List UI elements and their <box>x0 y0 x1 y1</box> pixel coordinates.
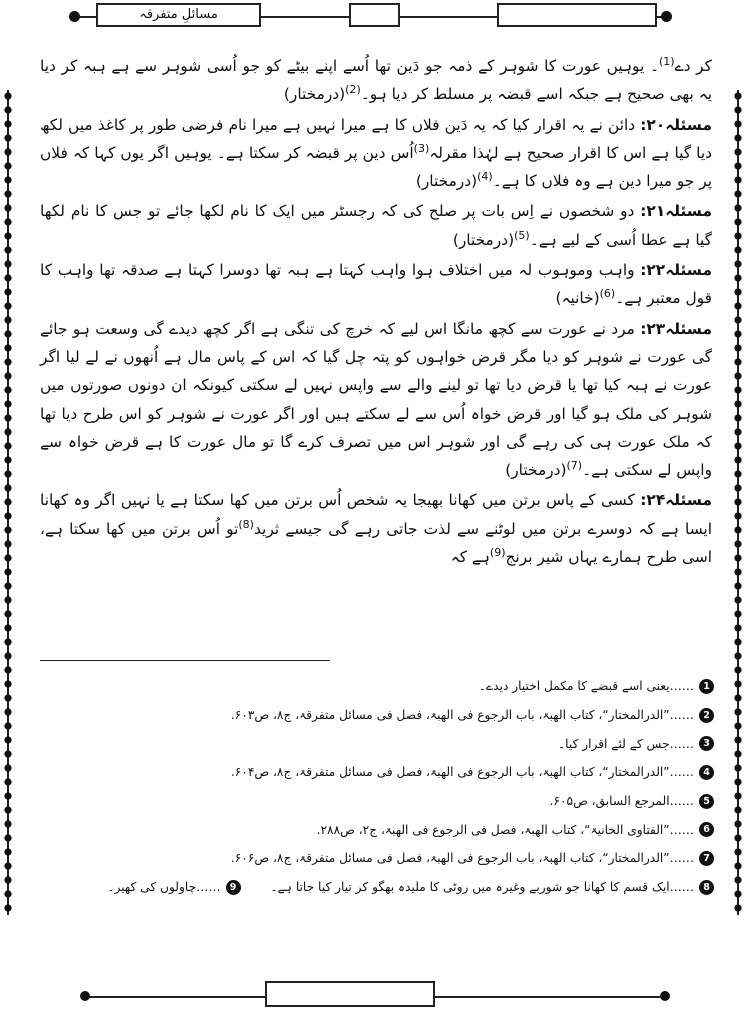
footnote-number: 3 <box>699 736 714 751</box>
footnote-number: 1 <box>699 679 714 694</box>
paragraph-text: (درمختار) <box>452 230 515 249</box>
masala-label: مسئلہ۲۳: <box>640 319 712 338</box>
paragraph-text: کر دے <box>674 57 712 75</box>
main-text <box>40 52 712 573</box>
page-title: مسائلِ متفرقہ <box>96 3 261 27</box>
footnote-text: ……یعنی اسے قبضے کا مکمل اختیار دیدے۔ <box>478 679 694 694</box>
footnote-text: ……المرجع السابق، ص۶۰۵. <box>549 794 694 809</box>
footnote-number: 9 <box>226 880 241 895</box>
paragraph-text: کسی کے پاس برتن میں کھانا بھیجا یہ شخص اُس برتن میں کھا سکتا ہے یا نہیں اگر وہ کھانا ایسا ہے کہ دوسرے برتن میں لوٹنے سے لذت جاتی رہے گی جیسے ثرید <box>40 491 712 538</box>
footnote-text: ……چاولوں کی کھیر۔ <box>107 880 221 895</box>
header-box-center <box>349 3 400 27</box>
paragraph-text: (درمختار) <box>505 461 567 480</box>
footnote-text: ……”الفتاوی الخانیۃ“، کتاب الھبۃ، فصل فی الرجوع فی الھبۃ، ج۲، ص۲۸۸. <box>316 822 694 837</box>
footnote-ref: (6) <box>599 287 616 301</box>
masala-label: مسئلہ۲۰: <box>640 115 712 134</box>
footnote-number: 4 <box>699 765 714 780</box>
footnote-ref: (9) <box>489 545 506 559</box>
paragraph-text: ہے کہ <box>450 548 490 567</box>
footnote-item <box>40 873 714 902</box>
footer-box <box>265 981 435 1007</box>
paragraph <box>40 197 712 254</box>
footnote-text: ……ایک قسم کا کھانا جو شوربے وغیرہ میں روٹی کا ملیدہ بھگو کر تیار کیا جاتا ہے۔ <box>270 880 694 895</box>
footnote-text: ……”الدرالمختار“، کتاب الھبۃ، باب الرجوع فی الھبۃ، فصل فی مسائل متفرقۃ، ج۸، ص۶۰۶. <box>230 851 694 866</box>
paragraph-text: دو شخصوں نے اِس بات پر صلح کی کہ رجسٹر میں ایک کا نام لکھا جائے تو جس کا نام لکھا گیا ہے عطا اُسی کے لیے ہے۔ <box>40 202 712 249</box>
footnote-item <box>40 701 714 730</box>
masala-label: مسئلہ۲۱: <box>640 202 712 221</box>
right-border-chain <box>733 90 743 915</box>
paragraph-text: (درمختار) <box>415 172 478 191</box>
paragraph-text: مرد نے عورت سے کچھ مانگا اس لیے کہ خرچ کی تنگی ہے اگر کچھ دیدے گی وسعت ہو جائے گی عورت نے شوہر کو دیا مگر قرض خواہوں کو پتہ چل گیا کہ اس کے پاس مال ہے اُنھوں نے لے لیا اگر عورت نے ہبہ کیا تھا یا قرض دیا تھا تو لینے والے سے واپس نہیں لے سکتی کیونکہ ان دونوں صورتوں میں شوہر کی ملک ہو گیا اور قرض خواہ اُس سے لے سکتے ہیں اور اگر عورت نے شوہر کو اس طرح دیا تھا کہ ملک عورت ہی کی رہے گی اور شوہر اس میں تصرف کرے گا تو مال عورت کا ہے قرض خواہ سے واپس لے سکتی ہے۔ <box>40 319 712 480</box>
footer-dot <box>660 991 670 1001</box>
paragraph-text: تو اُس برتن میں کھا سکتا ہے، اسی طرح ہمارے یہاں شیر برنج <box>40 519 712 567</box>
paragraph <box>40 111 712 196</box>
paragraph <box>40 486 712 571</box>
paragraph-text: اُس دین پر قبضہ کر سکتا ہے۔ یوہیں اگر یوں کہا کہ فلاں پر جو میرا دین ہے وہ فلاں کا ہے۔ <box>40 143 712 191</box>
footnote-ref: (8) <box>238 517 254 531</box>
header-dot <box>69 11 80 22</box>
masala-label: مسئلہ۲۲: <box>640 261 712 280</box>
masala-label: مسئلہ۲۴: <box>640 491 712 510</box>
footnote-divider <box>40 660 330 661</box>
paragraph-text: (درمختار) <box>283 85 346 104</box>
footnote-ref: (4) <box>477 170 493 184</box>
footnote-ref: (7) <box>566 459 583 473</box>
footnote-item <box>40 729 714 758</box>
paragraph-text: ۔ یوہیں عورت کا شوہر کے ذمہ جو دَین تھا اُسے اپنے بیٹے کو جو اُسی شوہر سے ہے ہبہ کر دیا یہ بھی صحیح ہے جبکہ اسے قبضہ پر مسلط کر دیا ہو۔ <box>40 57 712 104</box>
page-number-box <box>497 3 657 27</box>
footnote-ref: (1) <box>659 54 675 68</box>
footnote-number: 5 <box>699 794 714 809</box>
footnotes <box>40 672 714 902</box>
footnote-number: 7 <box>699 851 714 866</box>
footnote-item <box>40 787 714 816</box>
header-dot <box>661 11 672 22</box>
paragraph-text: دائن نے یہ اقرار کیا کہ یہ دَین فلاں کا ہے میرا نہیں ہے میرا نام فرضی طور پر کاغذ میں لکھ دیا گیا ہے اس کا اقرار صحیح ہے لہٰذا مقرلہ <box>40 115 712 162</box>
left-border-chain <box>3 90 13 915</box>
footer-dot <box>80 991 90 1001</box>
footnote-number: 8 <box>699 880 714 895</box>
paragraph-text: واہب وموہوب لہ میں اختلاف ہوا واہب کہتا ہے ہبہ تھا دوسرا کہتا ہے صدقہ تھا واہب کا قول معتبر ہے۔ <box>40 261 712 308</box>
paragraph <box>40 315 712 485</box>
footnote-text: ……جس کے لئے اقرار کیا۔ <box>558 736 694 751</box>
footnote-ref: (5) <box>514 228 530 242</box>
footnote-item <box>40 758 714 787</box>
footnote-item <box>40 672 714 701</box>
paragraph-text: (خانیہ) <box>555 289 600 308</box>
footnote-ref: (2) <box>345 83 361 97</box>
footnote-text: ……”الدرالمختار“، کتاب الھبۃ، باب الرجوع فی الھبۃ، فصل فی مسائل متفرقۃ، ج۸، ص۶۰۳. <box>230 708 694 723</box>
footnote-item <box>40 844 714 873</box>
paragraph <box>40 52 712 109</box>
footnote-item <box>40 815 714 844</box>
footnote-text: ……”الدرالمختار“، کتاب الھبۃ، باب الرجوع فی الھبۃ، فصل فی مسائل متفرقۃ، ج۸، ص۶۰۴. <box>230 765 694 780</box>
footnote-number: 6 <box>699 822 714 837</box>
footnote-ref: (3) <box>413 141 430 155</box>
paragraph <box>40 256 712 313</box>
footnote-number: 2 <box>699 708 714 723</box>
